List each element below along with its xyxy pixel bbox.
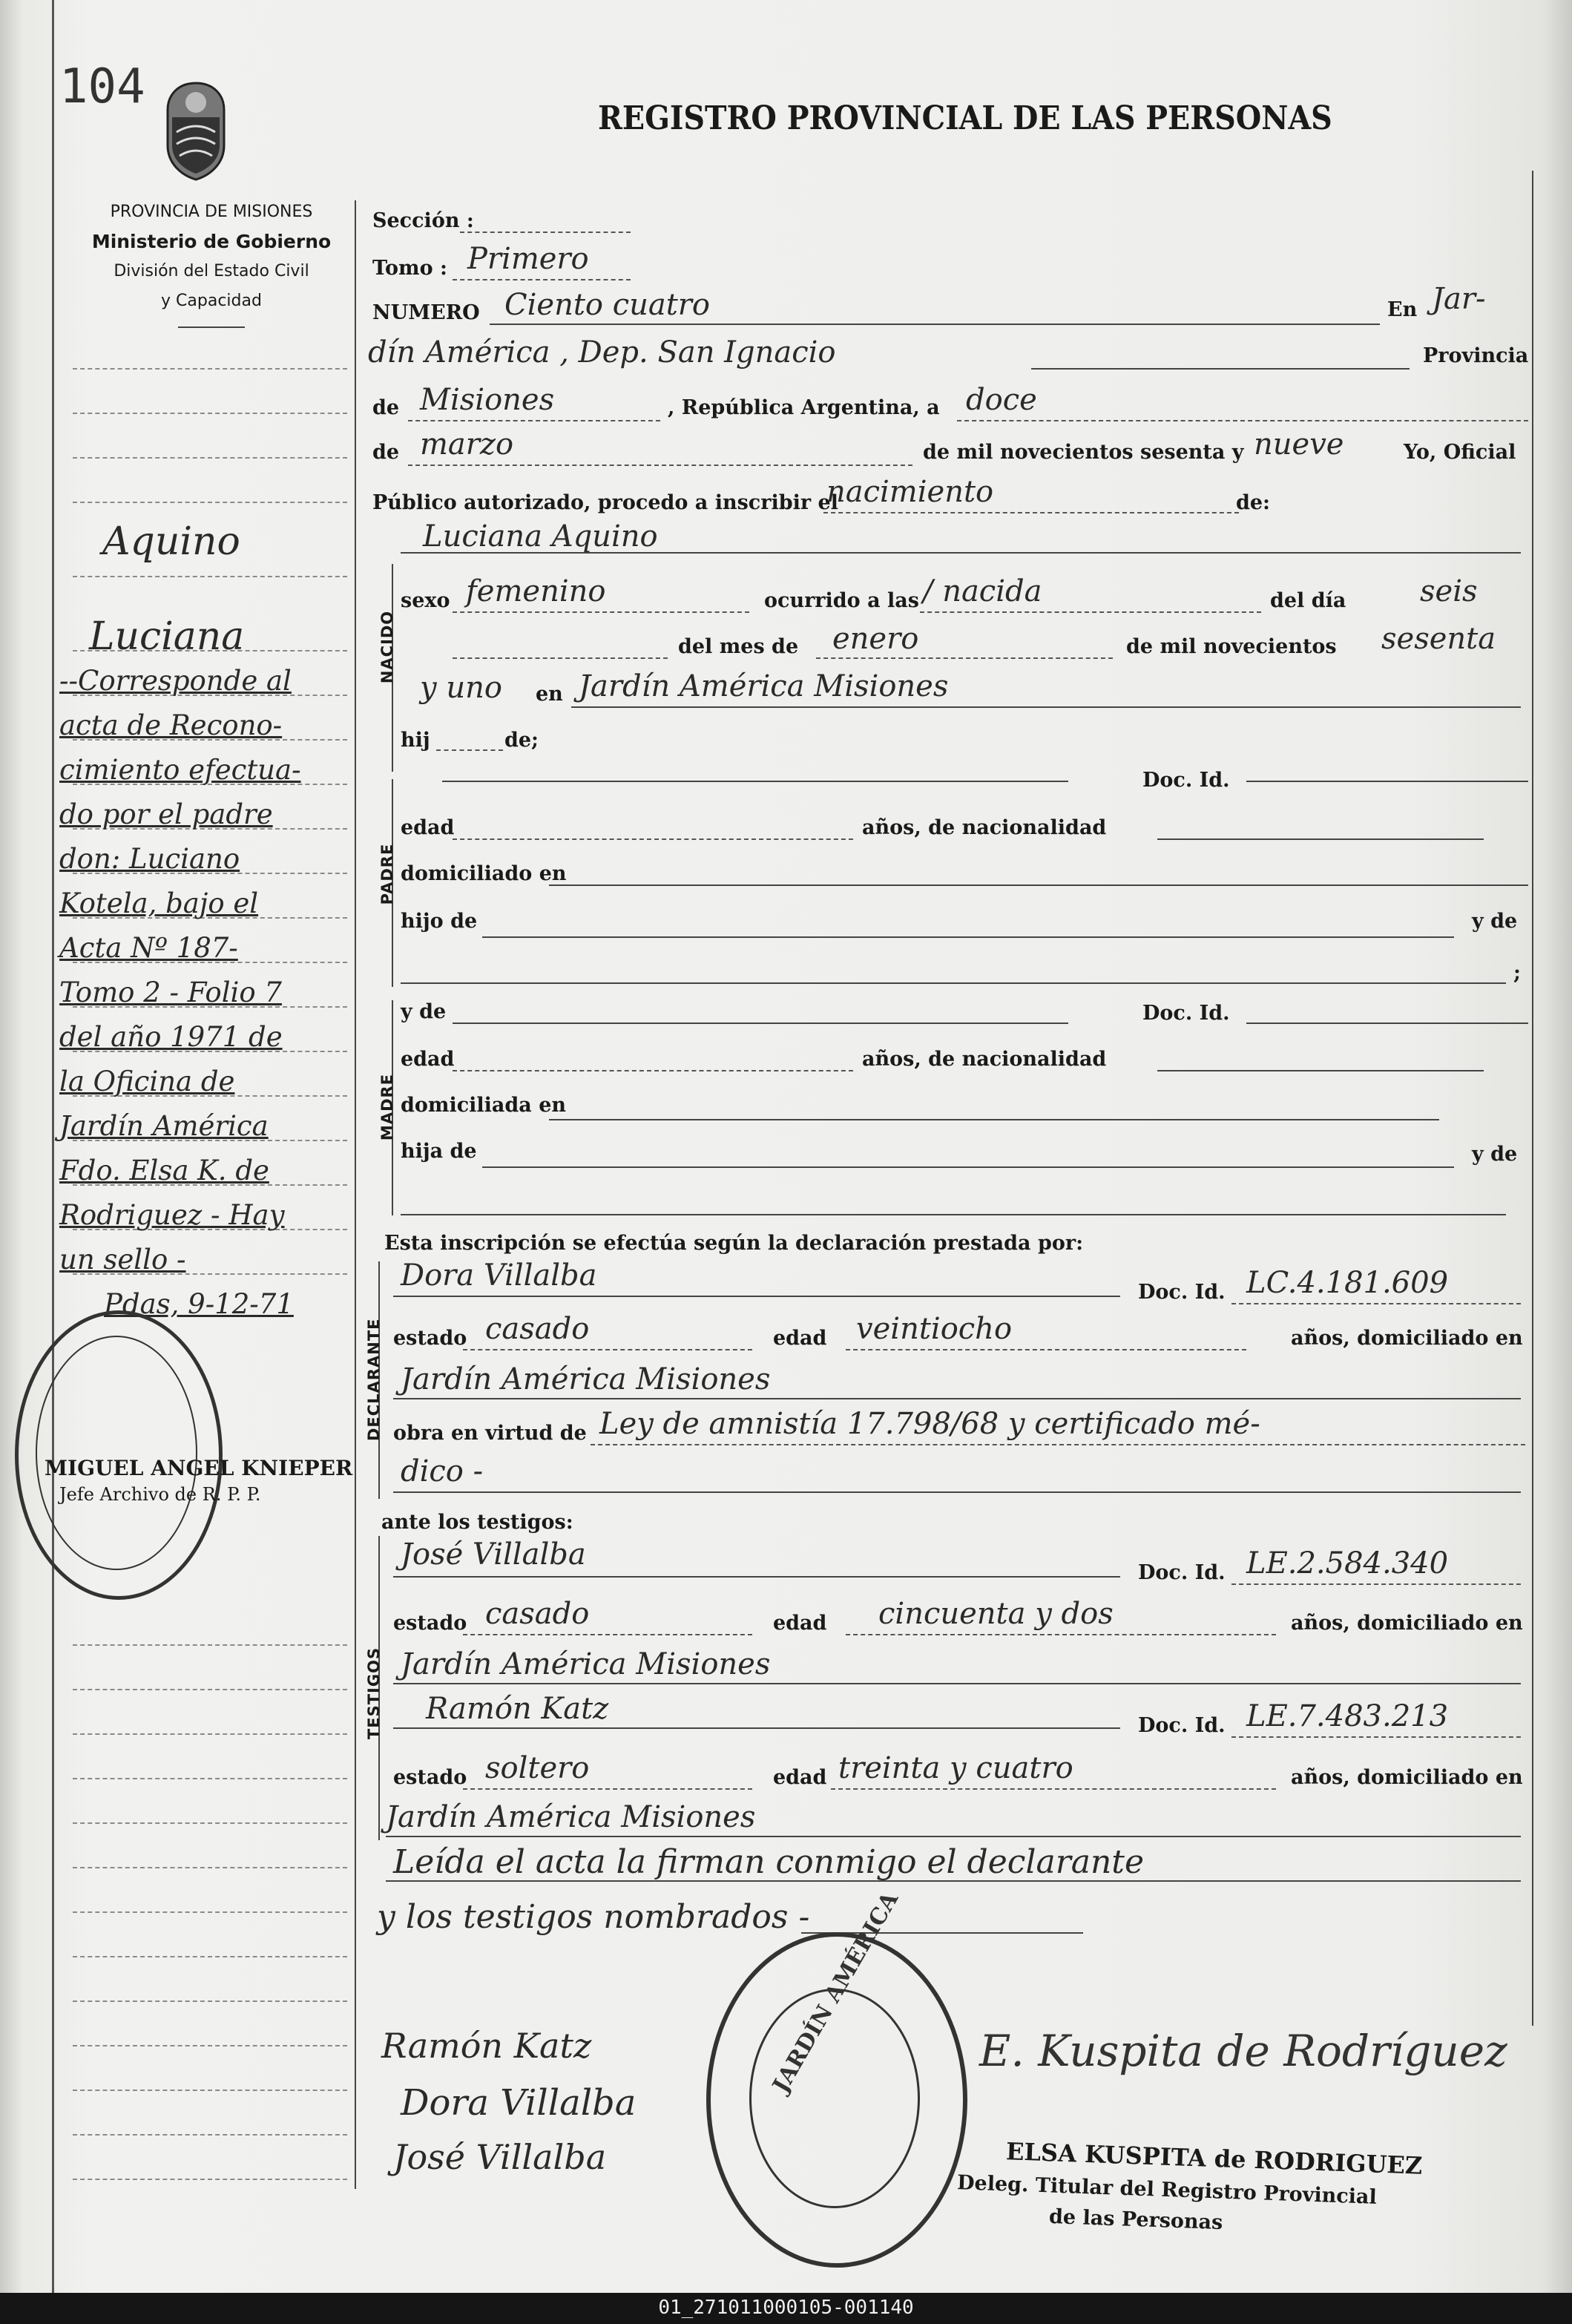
fecha-anio-value: nueve — [1254, 427, 1344, 462]
official-title-line-2: de las Personas — [1048, 2205, 1223, 2235]
org-province: PROVINCIA DE MISIONES — [110, 203, 313, 221]
nacido-mil-label: de mil novecientos — [1126, 635, 1337, 658]
closing-line-1: Leída el acta la firman conmigo el declarante — [393, 1843, 1145, 1881]
margin-note-line: don: Luciano — [59, 843, 240, 875]
padre-yde-line — [401, 982, 1506, 984]
madre-nacionalidad-line — [1157, 1070, 1484, 1071]
padre-nombre-line — [442, 781, 1068, 782]
testigos-section-label: TESTIGOS — [365, 1647, 383, 1740]
testigo1-estado-value: casado — [485, 1597, 590, 1631]
madre-domicilio-label: domiciliada en — [401, 1094, 567, 1117]
nacido-section-label: NACIDO — [378, 610, 396, 684]
declarante-edad-value: veintiocho — [856, 1312, 1013, 1346]
testigo2-doc-line — [1231, 1736, 1521, 1738]
nacido-en-label: en — [536, 683, 563, 706]
numero-line — [490, 324, 1380, 325]
testigo1-edad-line — [846, 1634, 1276, 1635]
closing-line-1-rule — [386, 1880, 1521, 1882]
madre-section-label: MADRE — [378, 1073, 396, 1141]
margin-surname: Aquino — [102, 519, 240, 564]
obra-virtud-value-2: dico - — [401, 1454, 484, 1488]
mil-novecientos-label: de mil novecientos sesenta y — [923, 441, 1244, 464]
image-filename: 01_271011000105-001140 — [658, 2297, 914, 2319]
nacido-lugar-value: Jardín América Misiones — [579, 669, 949, 703]
margin-line — [73, 2000, 347, 2002]
right-border-line — [1532, 171, 1533, 2026]
testigo2-doc-label: Doc. Id. — [1138, 1714, 1226, 1737]
padre-domicilio-label: domiciliado en — [401, 862, 567, 885]
obra-virtud-line — [591, 1444, 1525, 1445]
coat-of-arms-logo — [162, 80, 230, 183]
obra-virtud-label: obra en virtud de — [393, 1422, 587, 1445]
hora-line — [920, 611, 1261, 613]
sexo-line — [453, 611, 749, 613]
testigo2-nombre-value: Ramón Katz — [426, 1692, 609, 1726]
tomo-line — [453, 279, 631, 280]
fecha-dia-value: doce — [966, 383, 1037, 417]
signature-jose-villalba: José Villalba — [393, 2137, 607, 2177]
testigo1-estado-line — [463, 1634, 752, 1635]
testigo1-domicilio-line — [393, 1683, 1521, 1684]
madre-nombre-line — [453, 1023, 1068, 1024]
issuing-organization — [67, 197, 356, 316]
declarante-estado-value: casado — [485, 1312, 590, 1346]
org-division: División del Estado Civil — [114, 262, 309, 280]
obra-virtud-value-1: Ley de amnistía 17.798/68 y certificado mé- — [599, 1407, 1260, 1441]
margin-name: Luciana — [89, 614, 245, 659]
madre-hija-line — [482, 1166, 1454, 1168]
margin-line — [73, 1956, 347, 1957]
archive-seal-inner-ring — [36, 1336, 197, 1570]
testigo2-domicilio-value: Jardín América Misiones — [386, 1800, 756, 1834]
de-label-1: de — [372, 396, 400, 419]
en-value-1: Jar- — [1432, 282, 1486, 316]
dia-continuation-line — [453, 657, 668, 659]
testigo2-edad-label: edad — [773, 1766, 827, 1789]
hora-value: / nacida — [923, 574, 1042, 608]
org-ministry: Ministerio de Gobierno — [91, 231, 332, 252]
margin-line — [73, 1644, 347, 1646]
margin-line — [73, 2045, 347, 2046]
testigo2-edad-value: treinta y cuatro — [838, 1751, 1073, 1785]
madre-doc-label: Doc. Id. — [1142, 1002, 1230, 1025]
margin-line — [73, 413, 347, 414]
nacido-mes-value: enero — [832, 622, 919, 656]
padre-domicilio-line — [549, 884, 1528, 886]
registry-title: REGISTRO PROVINCIAL DE LAS PERSONAS — [598, 99, 1332, 137]
margin-line — [73, 1733, 347, 1735]
testigo2-domicilio-line — [386, 1836, 1521, 1837]
madre-nacionalidad-label: años, de nacionalidad — [862, 1048, 1107, 1071]
declarante-doc-line — [1231, 1303, 1521, 1304]
margin-note-line: acta de Recono- — [59, 709, 283, 741]
testigo1-nombre-value: José Villalba — [401, 1537, 586, 1572]
sexo-value: femenino — [466, 574, 606, 608]
margin-line — [73, 368, 347, 370]
nacido-mes-line — [816, 657, 1113, 659]
declaracion-intro: Esta inscripción se efectúa según la declaración prestada por: — [384, 1232, 1084, 1255]
margin-note-line: un sello - — [59, 1244, 186, 1276]
nacido-anio-value-2: y uno — [420, 671, 502, 705]
acto-line — [823, 512, 1239, 513]
republica-label: , República Argentina, a — [668, 396, 940, 419]
padre-hijo-line — [482, 936, 1454, 938]
org-underline — [178, 326, 245, 328]
margin-annotation — [59, 659, 356, 1327]
testigo1-doc-line — [1231, 1583, 1521, 1585]
official-signature: E. Kuspita de Rodríguez — [979, 2026, 1507, 2076]
padre-edad-line — [453, 838, 853, 840]
localidad-line — [1031, 368, 1410, 370]
testigo1-doc-value: LE.2.584.340 — [1246, 1546, 1449, 1580]
registry-seal-inner-ring — [749, 1989, 920, 2208]
madre-edad-label: edad — [401, 1048, 455, 1071]
margin-note-line: Kotela, bajo el — [59, 887, 259, 919]
inscripto-nombre-value: Luciana Aquino — [423, 519, 658, 554]
fecha-mes-line — [408, 465, 912, 466]
margin-note-line: Acta Nº 187- — [59, 932, 238, 964]
testigo1-estado-label: estado — [393, 1612, 467, 1635]
fecha-mes-value: marzo — [420, 427, 514, 462]
official-name-stamp: ELSA KUSPITA de RODRIGUEZ — [1005, 2137, 1423, 2180]
margin-note-line: Fdo. Elsa K. de — [59, 1155, 269, 1186]
testigo1-edad-label: edad — [773, 1612, 827, 1635]
ocurrido-label: ocurrido a las — [764, 589, 919, 612]
padre-section-label: PADRE — [378, 843, 396, 905]
testigo1-domicilio-label: años, domiciliado en — [1291, 1612, 1523, 1635]
numero-label: NUMERO — [372, 301, 480, 324]
left-binding-line — [52, 0, 54, 2293]
declarante-domicilio-value: Jardín América Misiones — [401, 1362, 771, 1396]
margin-line — [73, 502, 347, 503]
margin-note-line: Jardín América — [59, 1110, 269, 1142]
publico-label: Público autorizado, procedo a inscribir el — [372, 491, 838, 514]
testigo2-edad-line — [831, 1788, 1276, 1790]
margin-note-line: --Corresponde al — [59, 665, 292, 697]
margin-note-line: Tomo 2 - Folio 7 — [59, 976, 282, 1008]
declarante-nombre-value: Dora Villalba — [401, 1258, 597, 1293]
margin-line — [73, 1689, 347, 1690]
margin-note-line: Pdas, 9-12-71 — [104, 1288, 294, 1320]
padre-nacionalidad-label: años, de nacionalidad — [862, 816, 1107, 839]
de-label-2: de — [372, 441, 400, 464]
margin-line — [73, 1822, 347, 1824]
margin-note-line: cimiento efectua- — [59, 754, 301, 786]
testigos-intro: ante los testigos: — [381, 1511, 573, 1534]
numero-value: Ciento cuatro — [504, 288, 710, 322]
madre-domicilio-line — [549, 1119, 1439, 1120]
margin-line — [73, 1867, 347, 1868]
del-mes-label: del mes de — [678, 635, 799, 658]
madre-hija-label: hija de — [401, 1140, 477, 1163]
page-number: 104 — [59, 59, 145, 114]
testigo2-nombre-line — [393, 1727, 1120, 1729]
en-label: En — [1387, 298, 1418, 321]
margin-line — [73, 2179, 347, 2180]
margin-line — [73, 457, 347, 459]
padre-yde-label: y de — [1472, 910, 1518, 933]
declarante-domicilio-label: años, domiciliado en — [1291, 1327, 1523, 1350]
margin-note-line: Rodriguez - Hay — [59, 1199, 285, 1231]
padre-hijo-label: hijo de — [401, 910, 478, 933]
testigo2-estado-line — [463, 1788, 752, 1790]
closing-line-2: y los testigos nombrados - — [377, 1898, 810, 1936]
testigo1-edad-value: cincuenta y dos — [878, 1597, 1114, 1631]
testigo2-domicilio-label: años, domiciliado en — [1291, 1766, 1523, 1789]
padre-edad-label: edad — [401, 816, 455, 839]
madre-doc-line — [1246, 1023, 1528, 1024]
testigo2-doc-value: LE.7.483.213 — [1246, 1699, 1449, 1733]
margin-line — [73, 1778, 347, 1779]
madre-edad-line — [453, 1070, 853, 1071]
provincia-value: Misiones — [420, 383, 555, 417]
archive-officer-name: MIGUEL ANGEL KNIEPER — [45, 1456, 353, 1480]
padre-semicolon: ; — [1513, 962, 1521, 985]
margin-line — [73, 2090, 347, 2091]
org-capacity: y Capacidad — [161, 292, 262, 310]
nacido-anio-value-1: sesenta — [1381, 622, 1496, 656]
margin-note-line: do por el padre — [59, 798, 273, 830]
margin-note-line: la Oficina de — [59, 1066, 235, 1097]
padre-nacionalidad-line — [1157, 838, 1484, 840]
obra-virtud-line-2 — [393, 1491, 1521, 1493]
declarante-edad-line — [846, 1349, 1246, 1350]
declarante-estado-line — [463, 1349, 752, 1350]
provincia-line — [408, 420, 660, 421]
declarante-section-label: DECLARANTE — [365, 1318, 383, 1441]
tomo-label: Tomo : — [372, 257, 447, 280]
declarante-nombre-line — [393, 1296, 1120, 1297]
yo-oficial-label: Yo, Oficial — [1404, 441, 1516, 464]
padre-doc-label: Doc. Id. — [1142, 769, 1230, 792]
inscripto-nombre-line — [401, 552, 1521, 554]
declarante-estado-label: estado — [393, 1327, 467, 1350]
tomo-value: Primero — [467, 242, 589, 276]
declarante-doc-value: LC.4.181.609 — [1246, 1266, 1449, 1300]
madre-abuela-line — [401, 1214, 1506, 1215]
testigo1-nombre-line — [393, 1576, 1120, 1578]
de-colon-label: de: — [1236, 491, 1271, 514]
archive-officer-title: Jefe Archivo de R. P. P. — [59, 1484, 261, 1505]
seccion-label: Sección : — [372, 209, 474, 232]
provincia-label: Provincia — [1423, 344, 1529, 367]
nacido-lugar-line — [571, 706, 1521, 708]
signature-dora-villalba: Dora Villalba — [401, 2082, 637, 2124]
margin-line — [73, 2134, 347, 2136]
padre-doc-line — [1246, 781, 1528, 782]
madre-yde-label: y de — [401, 1000, 447, 1023]
margin-note-line: del año 1971 de — [59, 1021, 283, 1053]
declarante-doc-label: Doc. Id. — [1138, 1281, 1226, 1304]
testigo2-estado-label: estado — [393, 1766, 467, 1789]
margin-line — [73, 1911, 347, 1913]
margin-line — [73, 576, 347, 577]
official-title-line-1: Deleg. Titular del Registro Provincial — [956, 2171, 1378, 2209]
testigo2-estado-value: soltero — [485, 1751, 590, 1785]
seccion-line — [460, 232, 631, 233]
madre-yde-label-2: y de — [1472, 1143, 1518, 1166]
testigo1-doc-label: Doc. Id. — [1138, 1561, 1226, 1584]
signature-ramon-katz: Ramón Katz — [381, 2026, 592, 2066]
hij-line — [436, 749, 503, 751]
del-dia-label: del día — [1270, 589, 1346, 612]
registry-seal-center-text: JARDÍN AMÉRICA — [767, 1887, 904, 2098]
fecha-dia-line — [957, 420, 1528, 421]
testigo1-domicilio-value: Jardín América Misiones — [401, 1647, 771, 1681]
declarante-domicilio-line — [393, 1398, 1521, 1399]
sexo-label: sexo — [401, 589, 450, 612]
declarante-edad-label: edad — [773, 1327, 827, 1350]
hij-label: hij — [401, 729, 430, 752]
acto-value: nacimiento — [826, 475, 994, 509]
en-value-2: dín América , Dep. San Ignacio — [368, 335, 836, 370]
nacido-dia-value: seis — [1420, 574, 1478, 608]
hij-de-label: de; — [504, 729, 539, 752]
